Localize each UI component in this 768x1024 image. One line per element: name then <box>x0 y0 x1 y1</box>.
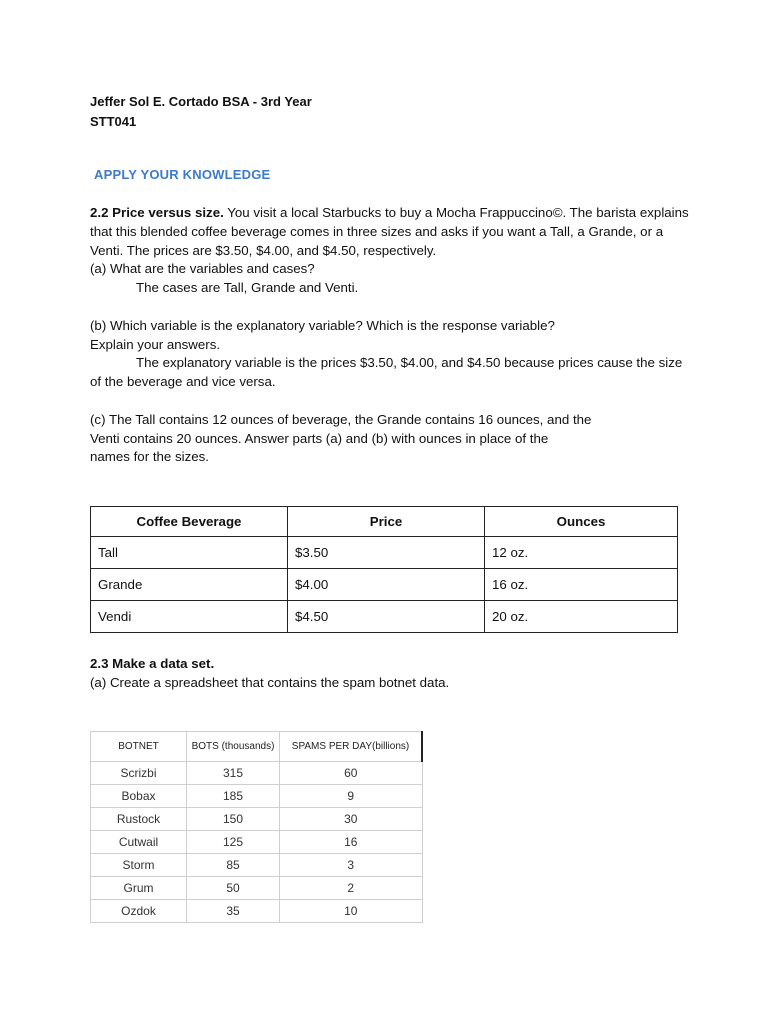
q23-part-a: (a) Create a spreadsheet that contains the spam botnet data. <box>90 674 450 690</box>
q22-title: 2.2 Price versus size. <box>90 205 224 220</box>
botnet-cell-bots: 150 <box>187 808 280 831</box>
botnet-cell-bots: 85 <box>187 854 280 877</box>
q22-intro-text: You visit a local Starbucks to buy a Mocha Frappuccino©. The barista explains that this blended coffee beverage comes in three sizes and asks if you want a Tall, a Grande, or a Venti. The prices are $3.50, $4.00, and $4.50, respectively. <box>90 205 689 258</box>
coffee-header-beverage: Coffee Beverage <box>91 507 288 537</box>
coffee-cell-beverage: Tall <box>91 537 288 569</box>
table-row <box>91 900 423 923</box>
table-row <box>91 601 678 633</box>
botnet-cell-spams: 3 <box>280 854 423 877</box>
q22-part-c-line-3: names for the sizes. <box>90 449 209 465</box>
q22-part-b-question-2: Explain your answers. <box>90 336 221 352</box>
q22-part-a-answer: The cases are Tall, Grande and Venti. <box>136 280 359 296</box>
botnet-cell-name: Grum <box>91 877 187 900</box>
botnet-cell-spams: 16 <box>280 831 423 854</box>
q22-part-b-question-1: (b) Which variable is the explanatory variable? Which is the response variable? <box>90 317 555 333</box>
table-row <box>91 808 423 831</box>
botnet-cell-spams: 60 <box>280 762 423 785</box>
botnet-cell-bots: 185 <box>187 785 280 808</box>
botnet-cell-bots: 125 <box>187 831 280 854</box>
botnet-cell-name: Storm <box>91 854 187 877</box>
coffee-header-price: Price <box>288 507 485 537</box>
botnet-cell-bots: 35 <box>187 900 280 923</box>
coffee-cell-beverage: Grande <box>91 569 288 601</box>
question-2-3 <box>90 655 690 693</box>
botnet-header-spams: SPAMS PER DAY(billions) <box>280 732 423 762</box>
coffee-cell-ounces: 12 oz. <box>485 537 678 569</box>
table-row <box>91 537 678 569</box>
coffee-cell-price: $3.50 <box>288 537 485 569</box>
botnet-cell-spams: 9 <box>280 785 423 808</box>
author-name-line: Jeffer Sol E. Cortado BSA - 3rd Year <box>90 94 312 109</box>
table-row <box>91 785 423 808</box>
coffee-header-ounces: Ounces <box>485 507 678 537</box>
author-block <box>90 92 312 132</box>
botnet-table <box>90 731 423 923</box>
botnet-cell-spams: 10 <box>280 900 423 923</box>
botnet-cell-bots: 50 <box>187 877 280 900</box>
coffee-table-header-row <box>91 507 678 537</box>
q22-intro <box>90 204 690 260</box>
botnet-cell-name: Bobax <box>91 785 187 808</box>
botnet-table-header-row <box>91 732 423 762</box>
q23-title: 2.3 Make a data set. <box>90 656 215 671</box>
table-row <box>91 569 678 601</box>
table-row <box>91 854 423 877</box>
q22-part-c-line-2: Venti contains 20 ounces. Answer parts (a) and (b) with ounces in place of the <box>90 430 549 446</box>
botnet-cell-name: Ozdok <box>91 900 187 923</box>
course-code: STT041 <box>90 114 137 129</box>
coffee-cell-price: $4.00 <box>288 569 485 601</box>
botnet-header-name: BOTNET <box>91 732 187 762</box>
table-row <box>91 762 423 785</box>
coffee-cell-price: $4.50 <box>288 601 485 633</box>
question-2-2 <box>90 204 690 467</box>
section-heading: APPLY YOUR KNOWLEDGE <box>94 167 271 182</box>
table-row <box>91 877 423 900</box>
botnet-cell-name: Rustock <box>91 808 187 831</box>
coffee-cell-ounces: 16 oz. <box>485 569 678 601</box>
q22-part-b-answer: The explanatory variable is the prices $3.50, $4.00, and $4.50 because prices cause the size of the beverage and vice versa. <box>90 355 683 390</box>
botnet-cell-spams: 2 <box>280 877 423 900</box>
botnet-cell-bots: 315 <box>187 762 280 785</box>
botnet-header-bots: BOTS (thousands) <box>187 732 280 762</box>
table-row <box>91 831 423 854</box>
botnet-cell-name: Scrizbi <box>91 762 187 785</box>
botnet-cell-name: Cutwail <box>91 831 187 854</box>
botnet-cell-spams: 30 <box>280 808 423 831</box>
coffee-cell-ounces: 20 oz. <box>485 601 678 633</box>
q22-part-a-question: (a) What are the variables and cases? <box>90 261 315 277</box>
coffee-table <box>90 506 678 633</box>
q22-part-c-line-1: (c) The Tall contains 12 ounces of beverage, the Grande contains 16 ounces, and the <box>90 411 592 427</box>
coffee-cell-beverage: Vendi <box>91 601 288 633</box>
